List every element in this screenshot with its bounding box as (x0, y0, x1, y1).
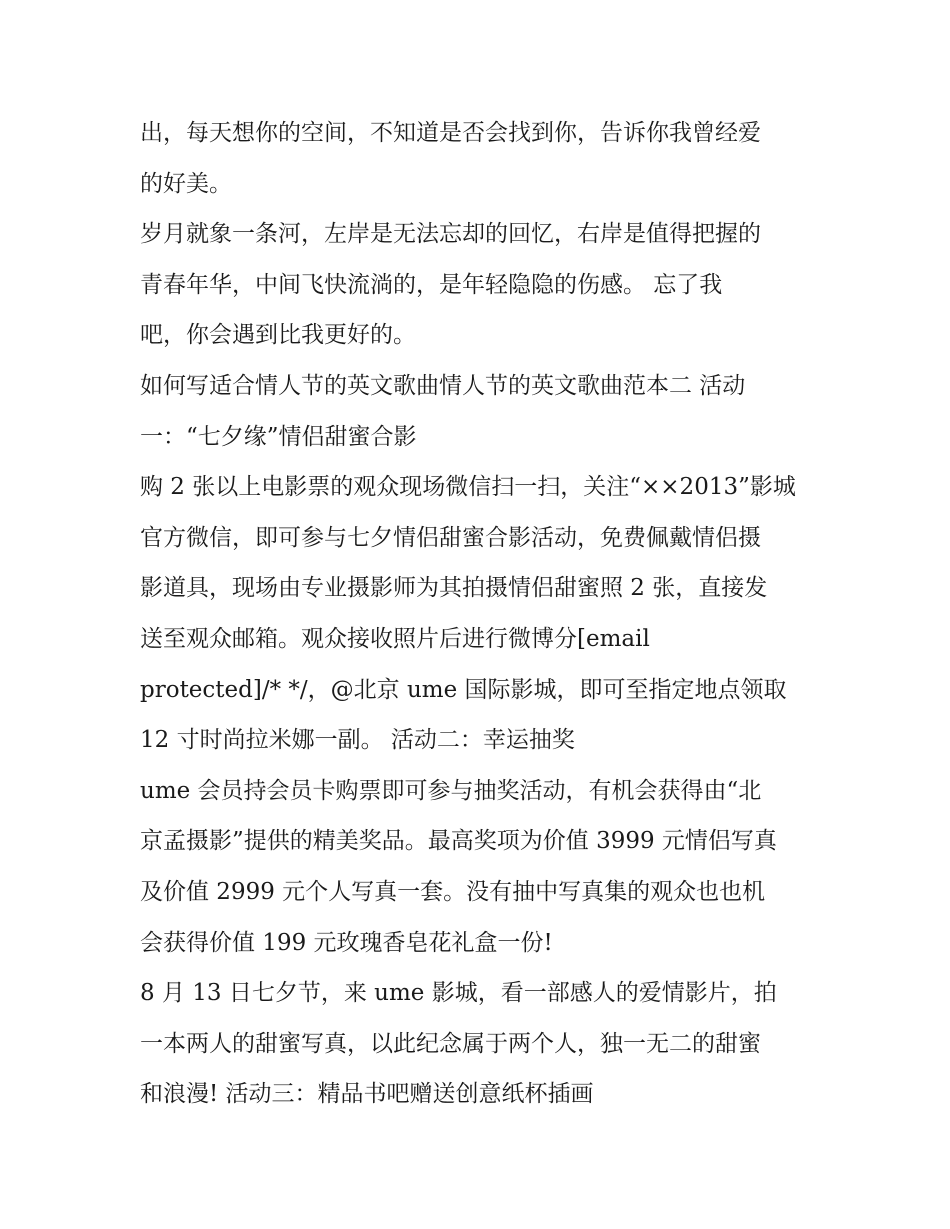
text-line: 12 寸时尚拉米娜一副。 活动二：幸运抽奖 (140, 727, 575, 754)
text-line: ume 会员持会员卡购票即可参与抽奖活动，有机会获得由“北 (140, 777, 762, 804)
text-line: 青春年华，中间飞快流淌的，是年轻隐隐的伤感。 忘了我 (140, 271, 723, 298)
document-body (140, 108, 815, 1120)
text-line: 吧，你会遇到比我更好的。 (140, 322, 416, 349)
text-line: 8 月 13 日七夕节，来 ume 影城，看一部感人的爱情影片，拍 (140, 980, 777, 1007)
text-line: 会获得价值 199 元玫瑰香皂花礼盒一份! (140, 929, 553, 956)
text-line: 岁月就象一条河，左岸是无法忘却的回忆，右岸是值得把握的 (140, 221, 761, 248)
text-line: 一本两人的甜蜜写真，以此纪念属于两个人，独一无二的甜蜜 (140, 1030, 761, 1057)
text-line: protected]/* */，@北京 ume 国际影城，即可至指定地点领取 (140, 676, 787, 703)
text-line: 如何写适合情人节的英文歌曲情人节的英文歌曲范本二 活动 (140, 372, 746, 399)
text-line: 及价值 2999 元个人写真一套。没有抽中写真集的观众也也机 (140, 878, 766, 905)
text-line: 一：“七夕缘”情侣甜蜜合影 (140, 423, 417, 450)
text-line: 官方微信，即可参与七夕情侣甜蜜合影活动，免费佩戴情侣摄 (140, 524, 761, 551)
text-line: 送至观众邮箱。观众接收照片后进行微博分[email (140, 625, 650, 652)
text-line: 购 2 张以上电影票的观众现场微信扫一扫，关注“××2013”影城 (140, 474, 796, 501)
text-line: 和浪漫! 活动三：精品书吧赠送创意纸杯插画 (140, 1081, 594, 1108)
text-line: 出，每天想你的空间，不知道是否会找到你，告诉你我曾经爱 (140, 120, 761, 146)
text-line: 的好美。 (140, 170, 232, 197)
text-line: 影道具，现场由专业摄影师为其拍摄情侣甜蜜照 2 张，直接发 (140, 575, 768, 602)
text-line: 京孟摄影”提供的精美奖品。最高奖项为价值 3999 元情侣写真 (140, 828, 777, 855)
